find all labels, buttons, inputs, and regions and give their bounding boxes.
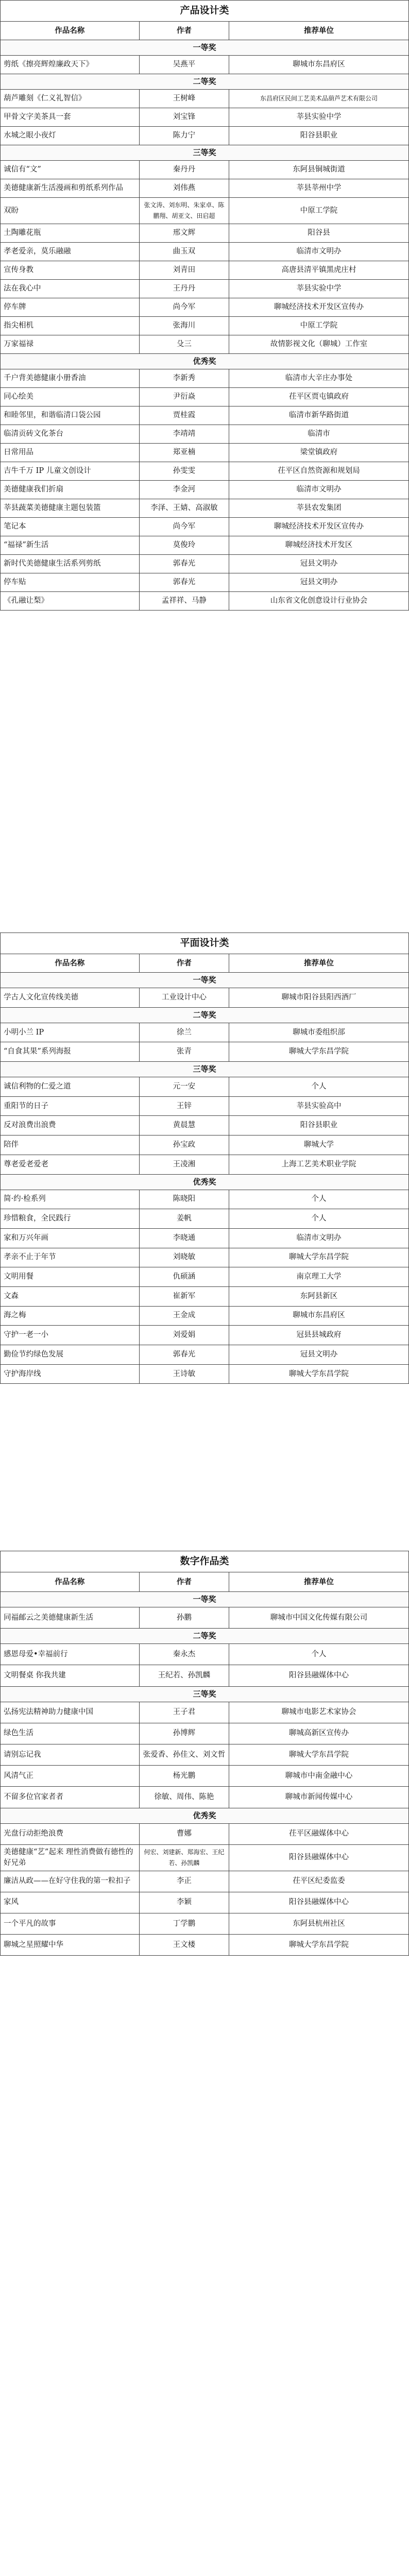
tier-label: 二等奖	[1, 1629, 409, 1644]
entry-unit: 个人	[229, 1644, 409, 1665]
table-row	[1, 224, 409, 243]
entry-author: 徐敏、周伟、陈艳	[139, 1787, 229, 1808]
entry-title: 莘县蔬菜美德健康主题包装篮	[1, 499, 140, 518]
tier-row	[1, 74, 409, 90]
entry-author: 王凌湘	[139, 1155, 229, 1174]
awards-table	[0, 21, 409, 611]
tier-label: 三等奖	[1, 1062, 409, 1077]
entry-author: 吴燕平	[139, 56, 229, 74]
entry-unit: 东阿县铜城街道	[229, 161, 409, 179]
entry-title: 同心绘美	[1, 388, 140, 406]
entry-author: 刘伟燕	[139, 179, 229, 198]
table-row	[1, 1136, 409, 1155]
entry-author: 尚今军	[139, 518, 229, 536]
table-row	[1, 1096, 409, 1116]
entry-title: 同福邮云之美德健康新生活	[1, 1607, 140, 1629]
entry-author: 李颖	[139, 1892, 229, 1913]
table-row	[1, 1665, 409, 1686]
entry-author: 郭春光	[139, 555, 229, 573]
table-row	[1, 573, 409, 592]
table-row	[1, 1155, 409, 1174]
table-row	[1, 369, 409, 388]
entry-title: 一个平凡的故事	[1, 1913, 140, 1935]
table-row	[1, 1364, 409, 1384]
entry-author: 王丹丹	[139, 280, 229, 298]
table-row	[1, 1644, 409, 1665]
column-header-title: 作品名称	[1, 22, 140, 40]
entry-author: 曲玉双	[139, 243, 229, 261]
entry-unit: 聊城大学东昌学院	[229, 1042, 409, 1062]
entry-title: 海之梅	[1, 1306, 140, 1326]
entry-title: 请别忘记我	[1, 1744, 140, 1765]
entry-author: 王文楼	[139, 1935, 229, 1956]
tier-row	[1, 1062, 409, 1077]
entry-author: 秦丹丹	[139, 161, 229, 179]
entry-unit: 临清市文明办	[229, 243, 409, 261]
entry-unit: 聊城经济技术开发区	[229, 536, 409, 555]
entry-title: 葫芦雕刻《仁义礼智信》	[1, 90, 140, 108]
table-row	[1, 1326, 409, 1345]
entry-author: 张海川	[139, 317, 229, 335]
entry-title: 勤俭节约绿色发展	[1, 1345, 140, 1365]
tier-row	[1, 40, 409, 56]
entry-unit: 中原工学院	[229, 198, 409, 224]
entry-title: 感恩母爱•幸福前行	[1, 1644, 140, 1665]
entry-unit: 聊城大学东昌学院	[229, 1935, 409, 1956]
column-header-title: 作品名称	[1, 954, 140, 973]
entry-author: 郑亚楠	[139, 444, 229, 462]
entry-title: 土陶雕花瓶	[1, 224, 140, 243]
entry-author: 张青	[139, 1042, 229, 1062]
entry-author: 贾桂霞	[139, 406, 229, 425]
entry-unit: 个人	[229, 1209, 409, 1229]
table-row	[1, 161, 409, 179]
table-row	[1, 1042, 409, 1062]
category-section	[0, 933, 409, 1384]
table-row	[1, 317, 409, 335]
entry-unit: 东阿县杭州社区	[229, 1913, 409, 1935]
tier-row	[1, 145, 409, 161]
table-row	[1, 1023, 409, 1042]
table-row	[1, 555, 409, 573]
entry-author: 莫俊玲	[139, 536, 229, 555]
entry-unit: 南京理工大学	[229, 1267, 409, 1287]
entry-author: 刘爱娟	[139, 1326, 229, 1345]
entry-title: 停车贴	[1, 573, 140, 592]
entry-title: 光盘行动拒绝浪费	[1, 1823, 140, 1844]
entry-unit: 聊城市电影艺术家协会	[229, 1702, 409, 1723]
entry-title: 美德健康“艺”起来 理性消费做有德性的好兄弟	[1, 1844, 140, 1871]
table-row	[1, 1892, 409, 1913]
entry-author: 邢文辉	[139, 224, 229, 243]
tier-label: 优秀奖	[1, 354, 409, 369]
table-row	[1, 1723, 409, 1744]
entry-author: 郭春光	[139, 573, 229, 592]
entry-title: 反对浪费出浪费	[1, 1116, 140, 1136]
table-row	[1, 1345, 409, 1365]
entry-unit: 莘县实验高中	[229, 1096, 409, 1116]
entry-author: 王诗敏	[139, 1364, 229, 1384]
table-row	[1, 108, 409, 127]
entry-title: 孝亲不止于年节	[1, 1248, 140, 1267]
entry-title: 水城之眼小夜灯	[1, 127, 140, 145]
entry-title: 风清气正	[1, 1766, 140, 1787]
entry-title: 宣传身教	[1, 261, 140, 280]
column-header-title: 作品名称	[1, 1572, 140, 1592]
table-row	[1, 1871, 409, 1892]
entry-title: 家风	[1, 1892, 140, 1913]
entry-title: 千户背美德健康小册香油	[1, 369, 140, 388]
column-header-unit: 推荐单位	[229, 22, 409, 40]
entry-unit: 聊城市中国文化传媒有限公司	[229, 1607, 409, 1629]
entry-author: 郭春光	[139, 1345, 229, 1365]
entry-title: 新时代美德健康生活系列剪纸	[1, 555, 140, 573]
category-title: 数字作品类	[0, 1551, 409, 1572]
entry-author: 工业设计中心	[139, 988, 229, 1008]
entry-title: 甲骨文字美茶具一套	[1, 108, 140, 127]
entry-unit: 莘县实验中学	[229, 280, 409, 298]
entry-unit: 莘县实验中学	[229, 108, 409, 127]
tier-row	[1, 1629, 409, 1644]
entry-unit: 临清市文明办	[229, 481, 409, 499]
entry-author: 黄晨慧	[139, 1116, 229, 1136]
entry-title: 尊老爱老爱老	[1, 1155, 140, 1174]
entry-unit: 聊城经济技术开发区宣传办	[229, 298, 409, 317]
entry-author: 孙雯雯	[139, 462, 229, 481]
entry-title: 法在我心中	[1, 280, 140, 298]
tier-label: 一等奖	[1, 973, 409, 988]
entry-title: 家和万兴年画	[1, 1228, 140, 1248]
entry-unit: 阳谷县职业	[229, 127, 409, 145]
table-row	[1, 1228, 409, 1248]
entry-unit: 个人	[229, 1190, 409, 1209]
table-row	[1, 1209, 409, 1229]
entry-title: “福禄”新生活	[1, 536, 140, 555]
entry-unit: 阳谷县融媒体中心	[229, 1892, 409, 1913]
entry-unit: 聊城市委组织部	[229, 1023, 409, 1042]
tier-label: 二等奖	[1, 74, 409, 90]
category-section	[0, 0, 409, 611]
entry-title: 美德健康我们折扇	[1, 481, 140, 499]
entry-author: 陈力宁	[139, 127, 229, 145]
table-row	[1, 1286, 409, 1306]
entry-author: 秦永杰	[139, 1644, 229, 1665]
entry-unit: 上海工艺美术职业学院	[229, 1155, 409, 1174]
entry-author: 王纪若、孙凯麟	[139, 1665, 229, 1686]
tier-row	[1, 1592, 409, 1607]
entry-title: 万家福禄	[1, 335, 140, 354]
entry-title: 和睦邻里，和谐临清口袋公园	[1, 406, 140, 425]
entry-author: 姜帆	[139, 1209, 229, 1229]
entry-author: 仇硕涵	[139, 1267, 229, 1287]
entry-author: 王金成	[139, 1306, 229, 1326]
table-row	[1, 536, 409, 555]
entry-unit: 山东省文化创意设计行业协会	[229, 592, 409, 611]
table-row	[1, 462, 409, 481]
entry-unit: 聊城市中南金融中心	[229, 1766, 409, 1787]
table-row	[1, 388, 409, 406]
entry-unit: 梁堂镇政府	[229, 444, 409, 462]
table-row	[1, 1306, 409, 1326]
entry-title: 守护海岸线	[1, 1364, 140, 1384]
tier-row	[1, 1174, 409, 1190]
tier-row	[1, 1808, 409, 1823]
entry-author: 刘青田	[139, 261, 229, 280]
table-row	[1, 1844, 409, 1871]
table-row	[1, 90, 409, 108]
entry-unit: 聊城大学	[229, 1136, 409, 1155]
table-row	[1, 1607, 409, 1629]
table-row	[1, 261, 409, 280]
entry-unit: 聊城大学东昌学院	[229, 1744, 409, 1765]
entry-unit: 冠县文明办	[229, 555, 409, 573]
tier-row	[1, 1686, 409, 1702]
entry-title: 《孔融让梨》	[1, 592, 140, 611]
category-title: 平面设计类	[0, 933, 409, 954]
tier-label: 三等奖	[1, 145, 409, 161]
entry-unit: 茌平区自然资源和规划局	[229, 462, 409, 481]
header-row	[1, 1572, 409, 1592]
entry-author: 王锌	[139, 1096, 229, 1116]
entry-author: 徐兰	[139, 1023, 229, 1042]
entry-title: 美德健康新生活漫画和剪纸系列作品	[1, 179, 140, 198]
table-row	[1, 1913, 409, 1935]
entry-title: 学古人文化宣传线美德	[1, 988, 140, 1008]
table-row	[1, 1190, 409, 1209]
tier-row	[1, 354, 409, 369]
entry-author: 李新秀	[139, 369, 229, 388]
tier-label: 一等奖	[1, 1592, 409, 1607]
table-row	[1, 1823, 409, 1844]
tier-row	[1, 1007, 409, 1023]
table-row	[1, 56, 409, 74]
entry-title: 陪伴	[1, 1136, 140, 1155]
table-row	[1, 1077, 409, 1097]
entry-title: 文森	[1, 1286, 140, 1306]
entry-unit: 临清市	[229, 425, 409, 444]
entry-unit: 高唐县清平镇黑虎庄村	[229, 261, 409, 280]
entry-title: 诚信有“文”	[1, 161, 140, 179]
tier-label: 一等奖	[1, 40, 409, 56]
entry-title: 剪纸《擦亮辉煌廉政天下》	[1, 56, 140, 74]
table-row	[1, 518, 409, 536]
entry-unit: 聊城市新闻传媒中心	[229, 1787, 409, 1808]
table-row	[1, 592, 409, 611]
entry-unit: 阳谷县融媒体中心	[229, 1665, 409, 1686]
table-row	[1, 298, 409, 317]
entry-title: 简·约·检系列	[1, 1190, 140, 1209]
entry-unit: 茌平区融媒体中心	[229, 1823, 409, 1844]
entry-author: 张爱香、孙佳文、刘文哲	[139, 1744, 229, 1765]
column-header-author: 作者	[139, 1572, 229, 1592]
entry-title: 小明小兰 IP	[1, 1023, 140, 1042]
awards-table	[0, 954, 409, 1384]
entry-unit: 中原工学院	[229, 317, 409, 335]
entry-unit: 茌平区纪委监委	[229, 1871, 409, 1892]
entry-author: 杨光鹏	[139, 1766, 229, 1787]
awards-table	[0, 1572, 409, 1956]
entry-unit: 聊城大学东昌学院	[229, 1248, 409, 1267]
entry-unit: 茌平区贾屯镇政府	[229, 388, 409, 406]
entry-author: 孙宝政	[139, 1136, 229, 1155]
table-row	[1, 499, 409, 518]
entry-unit: 聊城市东昌府区	[229, 1306, 409, 1326]
header-row	[1, 22, 409, 40]
entry-author: 元一安	[139, 1077, 229, 1097]
entry-title: 绿色生活	[1, 1723, 140, 1744]
entry-title: “自食其果”系列海报	[1, 1042, 140, 1062]
entry-unit: 东阿县新区	[229, 1286, 409, 1306]
entry-author: 李泽、王婧、高淑敏	[139, 499, 229, 518]
entry-unit: 聊城市阳谷县阳西酒厂	[229, 988, 409, 1008]
entry-unit: 临清市新华路街道	[229, 406, 409, 425]
table-row	[1, 1267, 409, 1287]
entry-author: 李靖靖	[139, 425, 229, 444]
entry-author: 尹衍焱	[139, 388, 229, 406]
entry-unit: 聊城大学东昌学院	[229, 1364, 409, 1384]
table-row	[1, 1766, 409, 1787]
entry-title: 重阳节的日子	[1, 1096, 140, 1116]
entry-author: 王子君	[139, 1702, 229, 1723]
entry-author: 陈晓阳	[139, 1190, 229, 1209]
tier-label: 优秀奖	[1, 1808, 409, 1823]
column-header-author: 作者	[139, 954, 229, 973]
entry-title: 指尖相机	[1, 317, 140, 335]
entry-unit: 冠县文明办	[229, 573, 409, 592]
column-header-author: 作者	[139, 22, 229, 40]
entry-title: 守护一老一小	[1, 1326, 140, 1345]
entry-title: 聊城之星照耀中华	[1, 1935, 140, 1956]
entry-title: 珍惜粮食，全民践行	[1, 1209, 140, 1229]
entry-unit: 聊城经济技术开发区宣传办	[229, 518, 409, 536]
entry-unit: 故情影视文化（聊城）工作室	[229, 335, 409, 354]
tier-label: 优秀奖	[1, 1174, 409, 1190]
column-header-unit: 推荐单位	[229, 954, 409, 973]
entry-unit: 聊城高新区宣传办	[229, 1723, 409, 1744]
entry-author: 曹娜	[139, 1823, 229, 1844]
table-row	[1, 988, 409, 1008]
table-row	[1, 335, 409, 354]
entry-author: 孙鹏	[139, 1607, 229, 1629]
entry-unit: 聊城市东昌府区	[229, 56, 409, 74]
table-row	[1, 127, 409, 145]
entry-title: 文明餐桌 你我共建	[1, 1665, 140, 1686]
category-section	[0, 1551, 409, 1956]
table-row	[1, 1935, 409, 1956]
entry-unit: 冠县县城政府	[229, 1326, 409, 1345]
table-row	[1, 1787, 409, 1808]
table-row	[1, 1248, 409, 1267]
entry-author: 刘宝锋	[139, 108, 229, 127]
entry-unit: 东昌府区民间工艺美术品葫芦艺术有限公司	[229, 90, 409, 108]
entry-author: 李金河	[139, 481, 229, 499]
entry-author: 王树峰	[139, 90, 229, 108]
entry-title: 双盼	[1, 198, 140, 224]
entry-unit: 阳谷县融媒体中心	[229, 1844, 409, 1871]
entry-author: 丁学鹏	[139, 1913, 229, 1935]
entry-unit: 莘县莘州中学	[229, 179, 409, 198]
entry-author: 尚今军	[139, 298, 229, 317]
table-row	[1, 406, 409, 425]
table-row	[1, 198, 409, 224]
entry-title: 诚信利物的仁爱之道	[1, 1077, 140, 1097]
entry-author: 殳三	[139, 335, 229, 354]
entry-title: 文明用餐	[1, 1267, 140, 1287]
tier-row	[1, 973, 409, 988]
table-row	[1, 1744, 409, 1765]
table-row	[1, 179, 409, 198]
entry-unit: 莘县农发集团	[229, 499, 409, 518]
entry-unit: 个人	[229, 1077, 409, 1097]
entry-unit: 阳谷县	[229, 224, 409, 243]
entry-author: 李正	[139, 1871, 229, 1892]
category-title: 产品设计类	[0, 0, 409, 21]
entry-title: 弘扬宪法精神助力健康中国	[1, 1702, 140, 1723]
entry-title: 吉牛千万 IP 儿童文创设计	[1, 462, 140, 481]
tier-label: 三等奖	[1, 1686, 409, 1702]
entry-author: 李晓通	[139, 1228, 229, 1248]
entry-author: 刘晓敏	[139, 1248, 229, 1267]
entry-title: 笔记本	[1, 518, 140, 536]
entry-unit: 冠县文明办	[229, 1345, 409, 1365]
table-row	[1, 425, 409, 444]
entry-unit: 临清市文明办	[229, 1228, 409, 1248]
table-row	[1, 243, 409, 261]
table-row	[1, 280, 409, 298]
entry-author: 何宏、刘建新、郑海宏、王纪若、孙凯麟	[139, 1844, 229, 1871]
entry-author: 孙博辉	[139, 1723, 229, 1744]
entry-title: 廉洁从政——在好守住我的第一粒扣子	[1, 1871, 140, 1892]
column-header-unit: 推荐单位	[229, 1572, 409, 1592]
entry-title: 不留多位官家者者	[1, 1787, 140, 1808]
tier-label: 二等奖	[1, 1007, 409, 1023]
table-row	[1, 1116, 409, 1136]
entry-title: 临清贡砖文化茶台	[1, 425, 140, 444]
entry-title: 日常用品	[1, 444, 140, 462]
table-row	[1, 1702, 409, 1723]
entry-author: 张文涛、刘东明、朱家卓、陈鹏翔、胡亚文、田启超	[139, 198, 229, 224]
entry-author: 孟祥祥、马静	[139, 592, 229, 611]
table-row	[1, 481, 409, 499]
entry-author: 崔新军	[139, 1286, 229, 1306]
header-row	[1, 954, 409, 973]
entry-title: 停车牌	[1, 298, 140, 317]
entry-unit: 临清市大辛庄办事处	[229, 369, 409, 388]
entry-title: 孝老爱亲，莫乐融融	[1, 243, 140, 261]
entry-unit: 阳谷县职业	[229, 1116, 409, 1136]
table-row	[1, 444, 409, 462]
